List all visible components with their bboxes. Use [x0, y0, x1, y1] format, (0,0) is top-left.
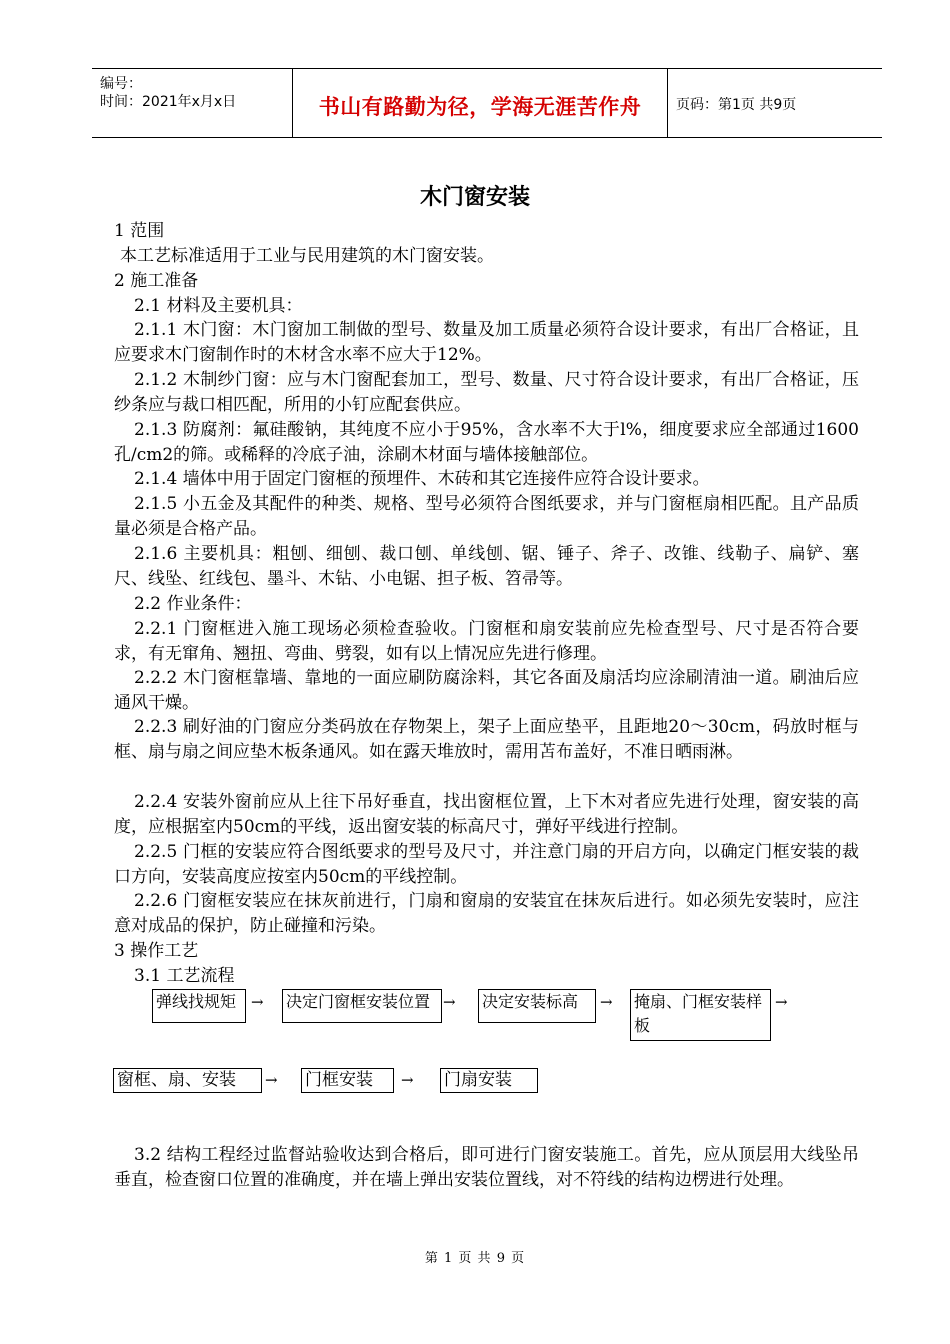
- header-motto-cell: [292, 69, 668, 137]
- paragraph-2-2-6: 2.2.6 门窗框安装应在抹灰前进行，门扇和窗扇的安装宜在抹灰后进行。如必须先安装时，应注意对成品的保护，防止碰撞和污染。: [114, 891, 859, 936]
- motto: 书山有路勤为径，学海无涯苦作舟: [318, 95, 642, 119]
- paragraph-2-2-4: 2.2.4 安装外窗前应从上往下吊好垂直，找出窗框位置，上下木对者应先进行处理，窗安装的高度，应根据室内50cm的平线，返出窗安装的标高尺寸，弹好平线进行控制。: [114, 792, 859, 837]
- flow-step-window-frame: 窗框、扇、安装: [113, 1068, 262, 1093]
- section-3-1-heading: 3.1 工艺流程: [134, 966, 235, 986]
- flow-arrow: →: [443, 993, 456, 1011]
- flow-step-frame-position: 决定门窗框安装位置: [282, 989, 442, 1023]
- flow-arrow: →: [401, 1071, 414, 1089]
- page-footer: 第 1 页 共 9 页: [424, 1251, 526, 1266]
- number-label: 编号：: [100, 76, 142, 92]
- paragraph-2-1-4: 2.1.4 墙体中用于固定门窗框的预埋件、木砖和其它连接件应符合设计要求。: [134, 469, 710, 489]
- paragraph-2-2-5: 2.2.5 门框的安装应符合图纸要求的型号及尺寸，并注意门扇的开启方向，以确定门框安装的裁口方向，安装高度应按室内50cm的平线控制。: [114, 842, 859, 887]
- flow-step-door-leaf: 门扇安装: [440, 1068, 538, 1093]
- time-label: 时间：2021年x月x日: [100, 94, 237, 110]
- page-info: 页码：第1页 共9页: [676, 97, 797, 113]
- header-meta: [92, 69, 292, 137]
- paragraph-2-1-6: 2.1.6 主要机具：粗刨、细刨、裁口刨、单线刨、锯、锤子、斧子、改锥、线勒子、扁铲、塞尺、线坠、红线包、墨斗、木钻、小电锯、担子板、笤帚等。: [114, 544, 859, 589]
- flow-arrow: →: [600, 993, 613, 1011]
- document-title: 木门窗安装: [419, 185, 530, 210]
- paragraph-2-2-2: 2.2.2 木门窗框靠墙、靠地的一面应刷防腐涂料，其它各面及扇活均应涂刷清油一道。刷油后应通风干燥。: [114, 668, 859, 713]
- page-header: [92, 68, 882, 138]
- flow-arrow: →: [775, 993, 788, 1011]
- paragraph-2-2-1: 2.2.1 门窗框进入施工现场必须检查验收。门窗框和扇安装前应先检查型号、尺寸是否符合要求，有无窜角、翘扭、弯曲、劈裂，如有以上情况应先进行修理。: [114, 619, 859, 664]
- flow-arrow: →: [265, 1071, 278, 1089]
- section-2-heading: 2 施工准备: [114, 271, 199, 291]
- flow-arrow: →: [251, 993, 264, 1011]
- flow-step-door-frame: 门框安装: [301, 1068, 394, 1093]
- paragraph-2-1-1: 2.1.1 木门窗：木门窗加工制做的型号、数量及加工质量必须符合设计要求，有出厂合格证，且应要求木门窗制作时的木材含水率不应大于12%。: [114, 320, 859, 365]
- paragraph-3-2: 3.2 结构工程经过监督站验收达到合格后，即可进行门窗安装施工。首先，应从顶层用大线坠吊垂直，检查窗口位置的准确度，并在墙上弹出安装位置线，对不符线的结构边楞进行处理。: [114, 1145, 859, 1190]
- paragraph-2-1-3: 2.1.3 防腐剂：氟硅酸钠，其纯度不应小于95%，含水率不大于l%，细度要求应全部通过1600孔/cm2的筛。或稀释的冷底子油，涂刷木材面与墙体接触部位。: [114, 420, 859, 465]
- section-1-text: 本工艺标准适用于工业与民用建筑的木门窗安装。: [120, 246, 494, 266]
- header-page-cell: [667, 69, 882, 137]
- section-1-heading: 1 范围: [114, 221, 165, 241]
- section-2-1-heading: 2.1 材料及主要机具：: [134, 296, 303, 316]
- section-2-2-heading: 2.2 作业条件：: [134, 594, 252, 614]
- section-3-heading: 3 操作工艺: [114, 941, 199, 961]
- paragraph-2-2-3: 2.2.3 刷好油的门窗应分类码放在存物架上，架子上面应垫平，且距地20～30cm，码放时框与框、扇与扇之间应垫木板条通风。如在露天堆放时，需用苫布盖好，不准日晒雨淋。: [114, 717, 859, 762]
- flow-step-sample-board: 掩扇、门框安装样板: [630, 989, 771, 1041]
- paragraph-2-1-5: 2.1.5 小五金及其配件的种类、规格、型号必须符合图纸要求，并与门窗框扇相匹配。且产品质量必须是合格产品。: [114, 494, 859, 539]
- flow-step-snap-line: 弹线找规矩: [152, 989, 246, 1023]
- flow-step-elevation: 决定安装标高: [478, 989, 596, 1023]
- paragraph-2-1-2: 2.1.2 木制纱门窗：应与木门窗配套加工，型号、数量、尺寸符合设计要求，有出厂合格证，压纱条应与裁口相匹配，所用的小钉应配套供应。: [114, 370, 859, 415]
